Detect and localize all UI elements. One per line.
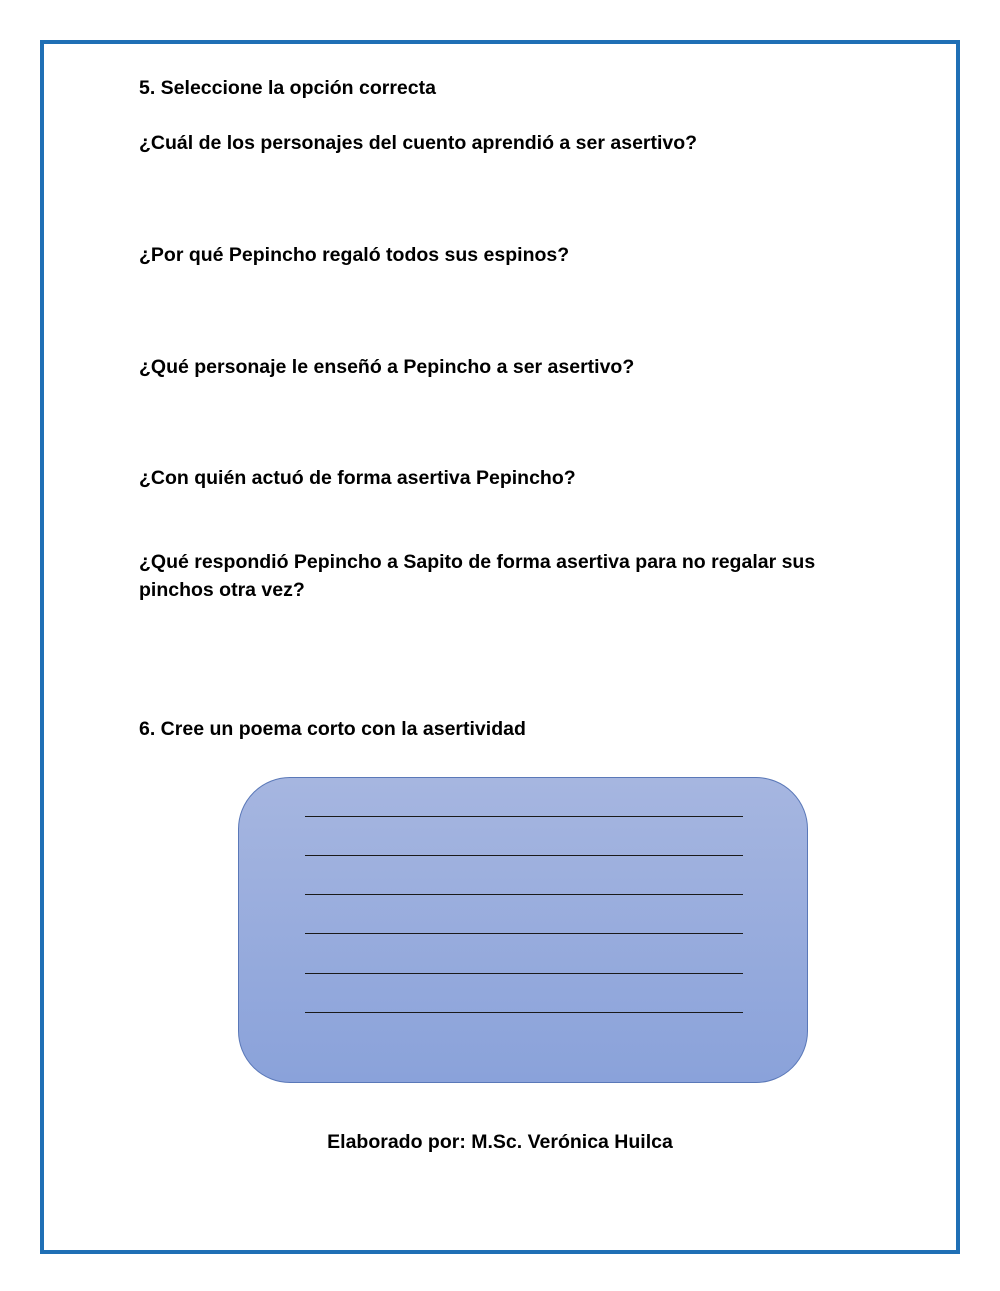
poem-line[interactable] (305, 816, 743, 817)
question-1: ¿Cuál de los personajes del cuento aprendió a ser asertivo? (139, 132, 698, 154)
section6-heading: 6. Cree un poema corto con la asertividad (139, 718, 526, 740)
poem-line[interactable] (305, 973, 743, 974)
question-4: ¿Con quién actuó de forma asertiva Pepincho? (139, 467, 576, 489)
poem-writing-box[interactable] (238, 777, 808, 1083)
question-5: ¿Qué respondió Pepincho a Sapito de forma asertiva para no regalar sus pinchos otra vez? (139, 551, 816, 601)
poem-line[interactable] (305, 894, 743, 895)
poem-line[interactable] (305, 933, 743, 934)
poem-line[interactable] (305, 1012, 743, 1013)
question-3: ¿Qué personaje le enseñó a Pepincho a ser asertivo? (139, 356, 635, 378)
question-2: ¿Por qué Pepincho regaló todos sus espinos? (139, 244, 570, 266)
poem-line[interactable] (305, 855, 743, 856)
author-credit: Elaborado por: M.Sc. Verónica Huilca (327, 1131, 673, 1153)
section5-heading: 5. Seleccione la opción correcta (139, 77, 436, 99)
